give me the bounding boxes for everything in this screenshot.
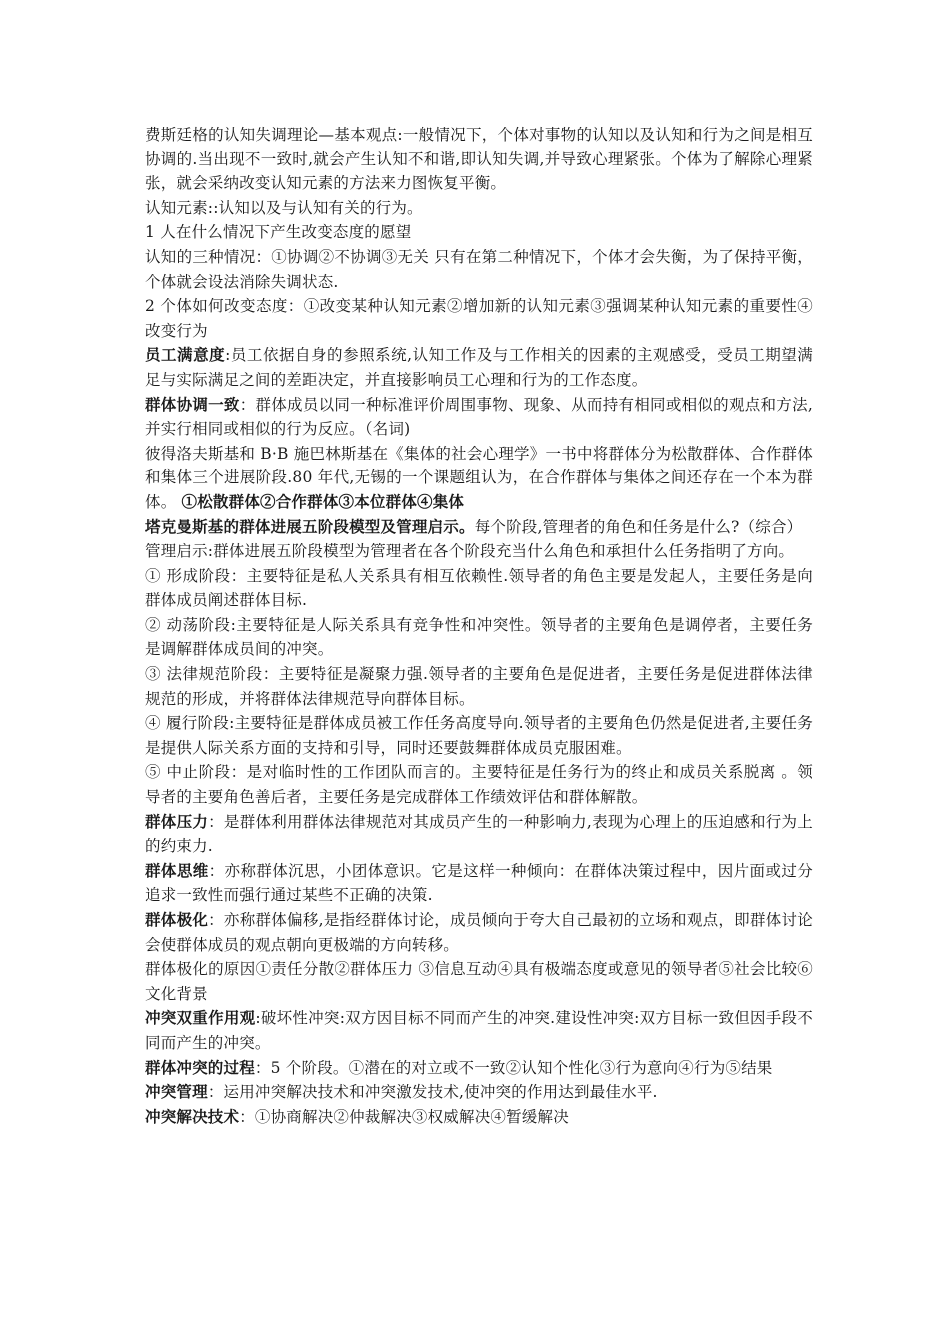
paragraph: [145, 613, 813, 662]
paragraph-text: 费斯廷格的认知失调理论—基本观点:一般情况下，个体对事物的认知以及认知和行为之间是相互协调的.当出现不一致时,就会产生认知不和谐,即认知失调,并导致心理紧张。个体为了解除心理紧张，就会采纳改变认知元素的方法来力图恢复平衡。: [145, 126, 813, 193]
paragraph: [145, 539, 813, 564]
paragraph: [145, 1006, 813, 1055]
paragraph: [145, 220, 813, 245]
paragraph-text: 认知的三种情况：①协调②不协调③无关 只有在第二种情况下，个体才会失衡，为了保持平衡，个体就会设法消除失调状态.: [145, 247, 813, 291]
paragraph: [145, 662, 813, 711]
document-body: [145, 123, 813, 1129]
paragraph-text: ① 形成阶段：主要特征是私人关系具有相互依赖性.领导者的角色主要是发起人，主要任务是向群体成员阐述群体目标.: [145, 566, 813, 610]
paragraph: [145, 442, 813, 515]
paragraph-text: :破坏性冲突:双方因目标不同而产生的冲突.建设性冲突:双方目标一致但因手段不同而产生的冲突。: [145, 1009, 814, 1052]
paragraph: [145, 123, 813, 196]
paragraph-text: ：群体成员以同一种标准评价周围事物、现象、从而持有相同或相似的观点和方法,并实行相同或相似的行为反应。（名词): [145, 395, 813, 439]
paragraph-text: ⑤ 中止阶段：是对临时性的工作团队而言的。主要特征是任务行为的终止和成员关系脱离 。领导者的主要角色善后者，主要任务是完成群体工作绩效评估和群体解散。: [145, 763, 813, 807]
paragraph: [145, 1056, 813, 1081]
paragraph-tail: ①松散群体②合作群体③本位群体④集体: [181, 491, 465, 511]
paragraph-text: 管理启示:群体进展五阶段模型为管理者在各个阶段充当什么角色和承担什么任务指明了方向。: [145, 542, 795, 561]
paragraph: [145, 245, 813, 294]
paragraph-text: ③ 法律规范阶段：主要特征是凝聚力强.领导者的主要角色是促进者，主要任务是促进群体法律规范的形成，并将群体法律规范导向群体目标。: [145, 665, 813, 708]
term: 员工满意度: [145, 345, 226, 365]
paragraph: [145, 711, 813, 760]
paragraph: [145, 564, 813, 613]
paragraph: [145, 760, 813, 809]
paragraph-text: ② 动荡阶段:主要特征是人际关系具有竞争性和冲突性。领导者的主要角色是调停者，主要任务是调解群体成员间的冲突。: [145, 615, 813, 659]
term: 塔克曼斯基的群体进展五阶段模型及管理启示。: [145, 516, 475, 536]
paragraph-text: 1 人在什么情况下产生改变态度的愿望: [145, 223, 412, 242]
paragraph: [145, 810, 813, 859]
paragraph-text: 认知元素::认知以及与认知有关的行为。: [145, 198, 423, 217]
term: 群体极化: [145, 910, 209, 929]
term: 冲突管理: [145, 1082, 208, 1102]
paragraph: [145, 343, 813, 392]
paragraph-text: ：①协商解决②仲裁解决③权威解决④暂缓解决: [239, 1107, 569, 1126]
term: 群体冲突的过程: [145, 1057, 255, 1077]
paragraph: [145, 957, 813, 1006]
paragraph: [145, 1080, 813, 1105]
paragraph: [145, 908, 813, 957]
term: 冲突双重作用观: [145, 1008, 256, 1028]
paragraph-text: 彼得洛夫斯基和 B·B 施巴林斯基在《集体的社会心理学》一书中将群体分为松散群体、合作群体和集体三个进展阶段.80 年代,无锡的一个课题组认为，在合作群体与集体之间还存在一个本为群体。: [145, 444, 813, 511]
paragraph: [145, 859, 813, 908]
paragraph: [145, 515, 813, 540]
term: 冲突解决技术: [145, 1106, 240, 1126]
paragraph-text: 2 个体如何改变态度：①改变某种认知元素②增加新的认知元素③强调某种认知元素的重要性④改变行为: [145, 297, 813, 340]
paragraph-text: 每个阶段,管理者的角色和任务是什么?（综合）: [474, 517, 803, 536]
term: 群体思维: [145, 860, 209, 880]
term: 群体压力: [145, 811, 209, 831]
paragraph: [145, 294, 813, 343]
paragraph-text: ：亦称群体沉思，小团体意识。它是这样一种倾向：在群体决策过程中，因片面或过分追求一致性而强行通过某些不正确的决策.: [145, 861, 813, 905]
paragraph-text: ④ 履行阶段:主要特征是群体成员被工作任务高度导向.领导者的主要角色仍然是促进者,主要任务是提供人际关系方面的支持和引导，同时还要鼓舞群体成员克服困难。: [145, 714, 813, 757]
term: 群体协调一致: [145, 394, 240, 414]
paragraph: [145, 1105, 813, 1130]
paragraph-text: 群体极化的原因①责任分散②群体压力 ③信息互动④具有极端态度或意见的领导者⑤社会比较⑥文化背景: [145, 960, 813, 1003]
paragraph-text: ：5 个阶段。①潜在的对立或不一致②认知个性化③行为意向④行为⑤结果: [254, 1058, 773, 1077]
paragraph-text: :员工依据自身的参照系统,认知工作及与工作相关的因素的主观感受，受员工期望满足与实际满足之间的差距决定，并直接影响员工心理和行为的工作态度。: [145, 346, 813, 389]
paragraph-text: ：运用冲突解决技术和冲突激发技术,使冲突的作用达到最佳水平.: [207, 1083, 658, 1102]
paragraph-text: ：是群体利用群体法律规范对其成员产生的一种影响力,表现为心理上的压迫感和行为上的约束力.: [145, 812, 813, 856]
paragraph: [145, 196, 813, 221]
paragraph: [145, 393, 813, 442]
paragraph-text: ：亦称群体偏移,是指经群体讨论，成员倾向于夸大自己最初的立场和观点，即群体讨论会使群体成员的观点朝向更极端的方向转移。: [145, 911, 813, 954]
